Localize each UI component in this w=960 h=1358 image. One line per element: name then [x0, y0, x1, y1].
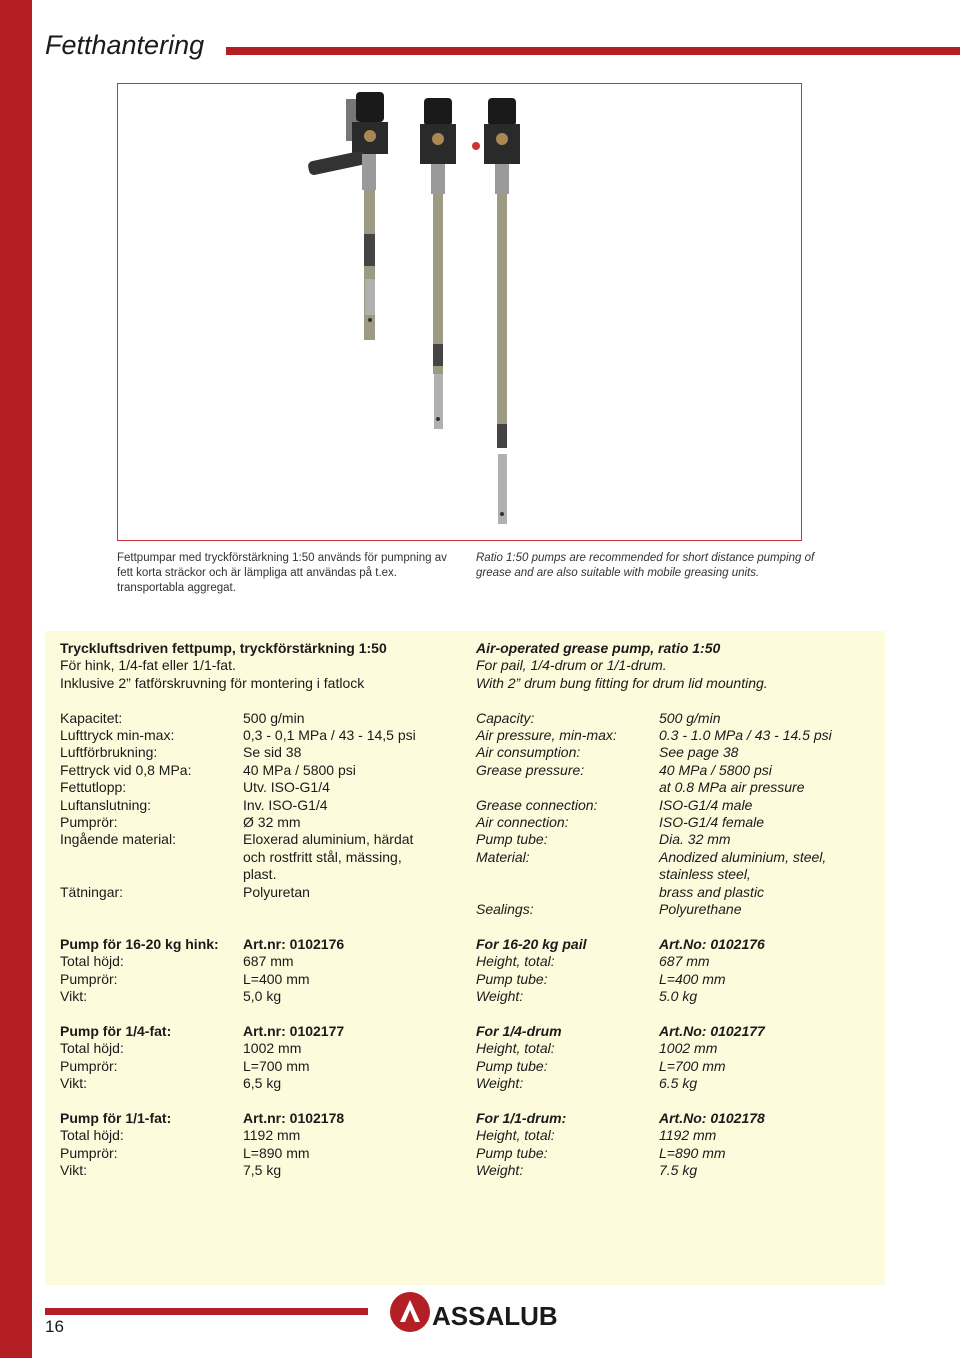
spec-key	[476, 884, 659, 901]
model-key: Total höjd:	[60, 1127, 124, 1144]
spec-key: Ingående material:	[60, 831, 176, 848]
spec-value: Polyuretan	[243, 883, 310, 900]
intro-line-2-sv: Inklusive 2” fatförskruvning för montering i fatlock	[60, 674, 365, 691]
model-key: Pump tube:	[476, 1144, 548, 1161]
model-row	[60, 953, 480, 970]
model-key: Pumprör:	[60, 970, 118, 987]
spec-value: ISO-G1/4 female	[659, 814, 765, 831]
spec-row	[476, 814, 896, 831]
model-title-row	[60, 1110, 480, 1127]
spec-row	[476, 762, 896, 779]
pump-medium	[420, 98, 456, 429]
model-value: 1192 mm	[659, 1127, 717, 1144]
model-row	[60, 1145, 480, 1162]
product-photo	[117, 83, 802, 541]
model-row	[60, 1075, 480, 1092]
spec-value: ISO-G1/4 male	[659, 796, 753, 813]
spec-key: Pumprör:	[60, 814, 118, 831]
model-art-no: Art.nr: 0102176	[243, 935, 345, 952]
model-key: Height, total:	[476, 1127, 555, 1144]
spec-value: 0,3 - 0,1 MPa / 43 - 14,5 psi	[243, 727, 416, 744]
model-value: L=890 mm	[659, 1144, 726, 1161]
model-value: 7.5 kg	[659, 1162, 698, 1179]
model-title-row	[476, 936, 896, 953]
model-title: Pump för 1/1-fat:	[60, 1109, 172, 1126]
left-red-bar	[0, 0, 32, 1358]
spec-row	[476, 727, 896, 744]
spec-key	[476, 866, 659, 883]
model-value: L=400 mm	[243, 970, 310, 987]
model-title: For 16-20 kg pail	[476, 935, 587, 952]
model-value: 687 mm	[243, 953, 294, 970]
spec-row	[60, 884, 480, 901]
spec-key: Air consumption:	[476, 744, 581, 761]
model-row	[60, 1162, 480, 1179]
spec-key	[60, 866, 243, 883]
spec-key: Fettutlopp:	[60, 779, 127, 796]
model-key: Height, total:	[476, 953, 555, 970]
spec-value: at 0.8 MPa air pressure	[659, 779, 805, 796]
model-key: Weight:	[476, 1162, 524, 1179]
logo-text: ASSALUB	[432, 1301, 558, 1331]
spec-row	[60, 814, 480, 831]
spec-row	[476, 779, 896, 796]
model-row	[476, 1040, 896, 1057]
spec-row	[60, 849, 480, 866]
model-row	[60, 971, 480, 988]
pump-short	[307, 92, 388, 340]
model-key: Pumprör:	[60, 1057, 118, 1074]
model-key: Pump tube:	[476, 970, 548, 987]
model-value: 5,0 kg	[243, 988, 282, 1005]
model-row	[476, 1145, 896, 1162]
spec-key	[476, 779, 659, 796]
grease-pumps-illustration	[118, 84, 801, 540]
model-row	[60, 1040, 480, 1057]
spec-value: 500 g/min	[659, 709, 721, 726]
model-key: Height, total:	[476, 1040, 555, 1057]
spec-row	[476, 866, 896, 883]
spec-value: plast.	[243, 866, 277, 883]
model-row	[476, 1058, 896, 1075]
spec-key: Tätningar:	[60, 883, 124, 900]
spec-key: Grease connection:	[476, 796, 598, 813]
model-key: Pump tube:	[476, 1057, 548, 1074]
model-row	[476, 971, 896, 988]
spec-row	[476, 710, 896, 727]
model-value: 5.0 kg	[659, 988, 698, 1005]
model-value: L=890 mm	[243, 1144, 310, 1161]
spec-key: Pump tube:	[476, 831, 548, 848]
footer-rule	[45, 1308, 368, 1315]
model-key: Weight:	[476, 1075, 524, 1092]
model-row	[60, 1058, 480, 1075]
spec-value: Anodized aluminium, steel,	[659, 848, 827, 865]
spec-value: och rostfritt stål, mässing,	[243, 848, 402, 865]
spec-key: Sealings:	[476, 901, 534, 918]
title-rule	[226, 47, 960, 55]
spec-key: Lufttryck min-max:	[60, 727, 175, 744]
spec-row	[60, 831, 480, 848]
model-row	[60, 988, 480, 1005]
heading-en: Air-operated grease pump, ratio 1:50	[476, 640, 721, 656]
spec-key: Kapacitet:	[60, 709, 123, 726]
spec-key: Luftförbrukning:	[60, 744, 158, 761]
spec-value: Se sid 38	[243, 744, 302, 761]
spec-value: 500 g/min	[243, 709, 305, 726]
model-title: Pump för 16-20 kg hink:	[60, 935, 219, 952]
spec-panel	[45, 631, 885, 1285]
model-key: Total höjd:	[60, 1040, 124, 1057]
page-title: Fetthantering	[45, 30, 205, 60]
spec-row	[476, 849, 896, 866]
model-title-row	[476, 1023, 896, 1040]
spec-row	[60, 710, 480, 727]
model-key: Weight:	[476, 988, 524, 1005]
model-title: Pump för 1/4-fat:	[60, 1022, 172, 1039]
spec-key: Capacity:	[476, 709, 535, 726]
model-key: Pumprör:	[60, 1144, 118, 1161]
model-value: L=700 mm	[243, 1057, 310, 1074]
model-row	[476, 1075, 896, 1092]
spec-value: 40 MPa / 5800 psi	[659, 761, 772, 778]
spec-key: Grease pressure:	[476, 761, 585, 778]
model-key: Vikt:	[60, 1162, 87, 1179]
spec-column-english	[476, 640, 896, 1180]
model-value: 1002 mm	[659, 1040, 718, 1057]
model-key: Vikt:	[60, 1075, 87, 1092]
spec-row	[60, 727, 480, 744]
spec-row	[60, 762, 480, 779]
spec-key: Air connection:	[476, 814, 569, 831]
model-art-no: Art.No: 0102178	[659, 1109, 765, 1126]
intro-line-1-sv: För hink, 1/4-fat eller 1/1-fat.	[60, 657, 236, 674]
model-art-no: Art.nr: 0102178	[243, 1109, 345, 1126]
model-row	[60, 1127, 480, 1144]
spec-value: Eloxerad aluminium, härdat	[243, 831, 414, 848]
spec-value: Polyurethane	[659, 901, 742, 918]
heading-sv: Tryckluftsdriven fettpump, tryckförstärkning 1:50	[60, 640, 387, 656]
spec-row	[60, 744, 480, 761]
model-art-no: Art.nr: 0102177	[243, 1022, 345, 1039]
spec-row	[476, 744, 896, 761]
spec-value: brass and plastic	[659, 883, 765, 900]
spec-row	[60, 779, 480, 796]
spec-row	[476, 797, 896, 814]
spec-key: Fettryck vid 0,8 MPa:	[60, 761, 192, 778]
model-title-row	[60, 1023, 480, 1040]
spec-key: Luftanslutning:	[60, 796, 152, 813]
model-title-row	[60, 936, 480, 953]
page-number: 16	[45, 1317, 64, 1336]
spec-value: 0.3 - 1.0 MPa / 43 - 14.5 psi	[659, 727, 832, 744]
model-title-row	[476, 1110, 896, 1127]
spec-value: Ø 32 mm	[243, 814, 301, 831]
spec-value: See page 38	[659, 744, 739, 761]
model-row	[476, 988, 896, 1005]
spec-value: stainless steel,	[659, 866, 751, 883]
model-row	[476, 953, 896, 970]
spec-key: Air pressure, min-max:	[476, 727, 617, 744]
caption-english: Ratio 1:50 pumps are recommended for short distance pumping of grease and are also suitable with mobile greasing units.	[476, 552, 815, 579]
spec-row	[476, 901, 896, 918]
model-value: 687 mm	[659, 953, 710, 970]
model-key: Total höjd:	[60, 953, 124, 970]
model-value: 6,5 kg	[243, 1075, 282, 1092]
model-value: L=400 mm	[659, 970, 726, 987]
spec-key: Material:	[476, 848, 530, 865]
spec-value: Dia. 32 mm	[659, 831, 731, 848]
spec-value: 40 MPa / 5800 psi	[243, 761, 356, 778]
model-art-no: Art.No: 0102177	[659, 1022, 765, 1039]
spec-key	[60, 849, 243, 866]
intro-line-1-en: For pail, 1/4-drum or 1/1-drum.	[476, 657, 667, 674]
pump-long	[472, 98, 520, 524]
model-value: 1002 mm	[243, 1040, 302, 1057]
model-art-no: Art.No: 0102176	[659, 935, 765, 952]
model-row	[476, 1127, 896, 1144]
caption-swedish: Fettpumpar med tryckförstärkning 1:50 används för pumpning av fett korta sträckor och är lämpliga att användas på t.ex. transportabla aggregat.	[117, 552, 447, 594]
model-value: 1192 mm	[243, 1127, 301, 1144]
spec-column-swedish	[60, 640, 480, 1180]
model-title: For 1/4-drum	[476, 1022, 562, 1039]
spec-row	[60, 866, 480, 883]
assalub-logo	[388, 1290, 558, 1335]
spec-row	[60, 797, 480, 814]
model-title: For 1/1-drum:	[476, 1109, 567, 1126]
model-value: L=700 mm	[659, 1057, 726, 1074]
model-row	[476, 1162, 896, 1179]
spec-row	[476, 831, 896, 848]
spec-row	[476, 884, 896, 901]
spec-value: Utv. ISO-G1/4	[243, 779, 330, 796]
model-key: Vikt:	[60, 988, 87, 1005]
model-value: 7,5 kg	[243, 1162, 282, 1179]
intro-line-2-en: With 2” drum bung fitting for drum lid mounting.	[476, 674, 768, 691]
spec-value: Inv. ISO-G1/4	[243, 796, 328, 813]
model-value: 6.5 kg	[659, 1075, 698, 1092]
